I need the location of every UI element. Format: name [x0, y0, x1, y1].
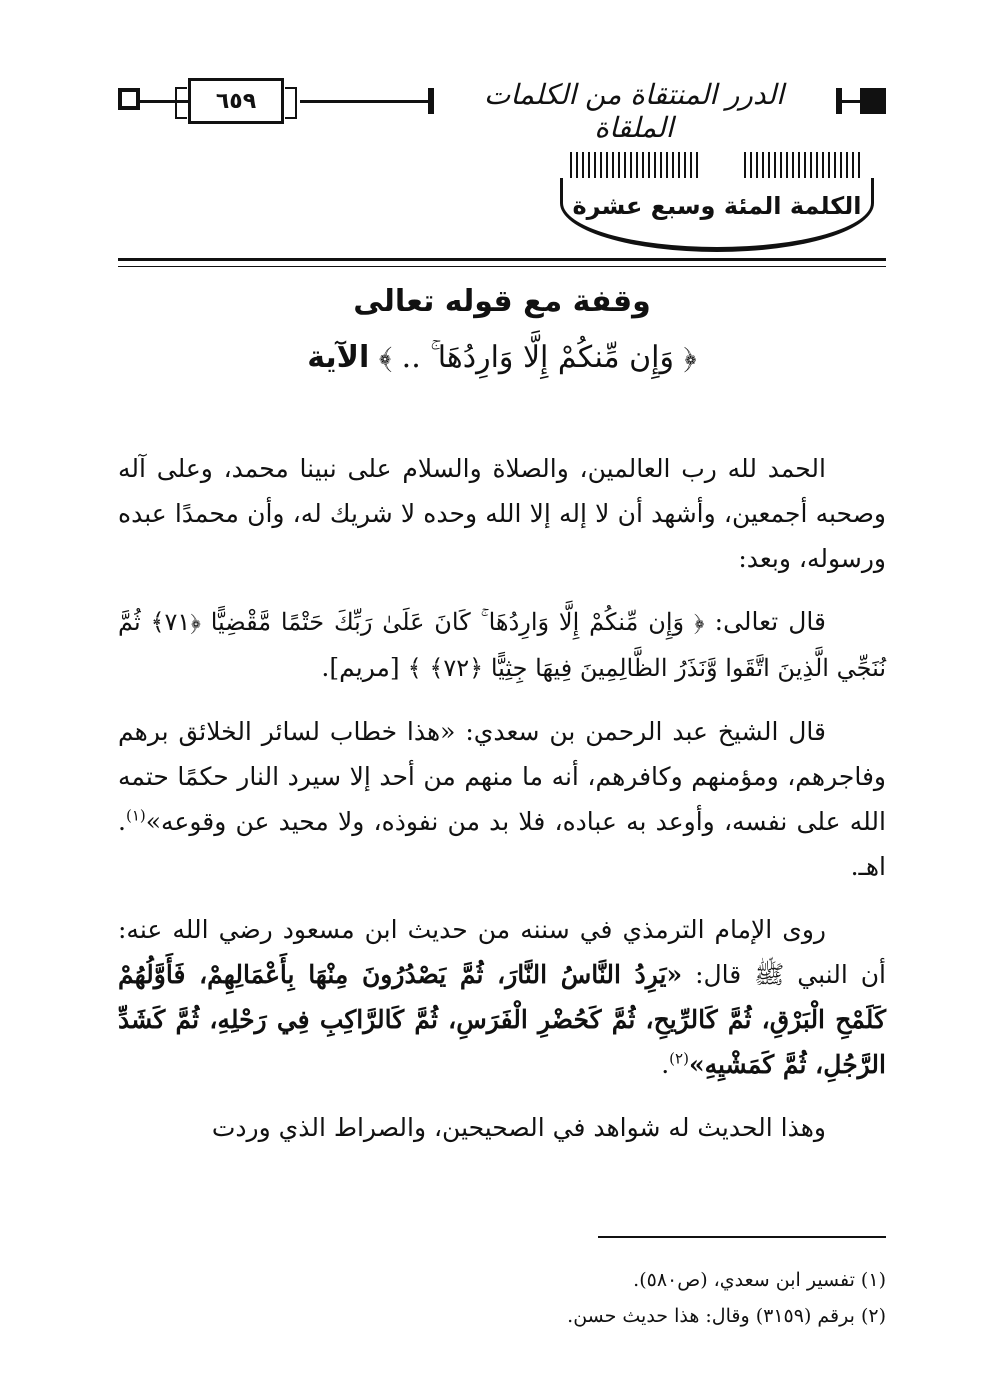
hadith-text: «يَرِدُ النَّاسُ النَّارَ، ثُمَّ يَصْدُرُونَ مِنْهَا بِأَعْمَالِهِمْ، فَأَوَّلُهُمْ كَلَمْحِ الْبَرْقِ، ثُمَّ كَالرِّيحِ، ثُمَّ كَحُضْرِ الْفَرَسِ، ثُمَّ كَالرَّاكِبِ فِي رَحْلِهِ، ثُمَّ كَشَدِّ الرَّجُلِ، ثُمَّ كَمَشْيِهِ» — [118, 960, 886, 1079]
header-ornament-right — [860, 88, 886, 114]
title-verse: ﴿ وَإِن مِّنكُمْ إِلَّا وَارِدُهَا ۚ .. ﴾ — [378, 340, 697, 375]
chapter-label: الكلمة المئة وسبع عشرة — [572, 192, 862, 220]
paragraph: وهذا الحديث له شواهد في الصحيحين، والصراط الذي وردت — [211, 1113, 826, 1142]
header-rule — [300, 100, 428, 103]
paragraph: قال الشيخ عبد الرحمن بن سعدي: «هذا خطاب لسائر الخلائق برهم وفاجرهم، ومؤمنهم وكافرهم، أنه ما منهم من أحد إلا سيرد النار حكمًا حتمه الله على نفسه، وأوعد به عباده، فلا بد من نفوذه، ولا محيد عن وقوعه»$^{(١)}$. اهـ. — [118, 717, 886, 881]
paragraph: قال تعالى: ﴿ وَإِن مِّنكُمْ إِلَّا وَارِدُهَا ۚ كَانَ عَلَىٰ رَبِّكَ حَتْمًا مَّقْضِيًّا ﴿٧١﴾ ثُمَّ نُنَجِّي الَّذِينَ اتَّقَوا وَّنَذَرُ الظَّالِمِينَ فِيهَا جِثِيًّا ﴿٧٢﴾ ﴾ [مريم]. — [118, 607, 886, 682]
section-rule — [118, 258, 886, 261]
paragraph: روى الإمام الترمذي في سننه من حديث ابن مسعود رضي الله عنه: أن النبي ﷺ قال: «يَرِدُ النَّاسُ النَّارَ، ثُمَّ يَصْدُرُونَ مِنْهَا بِأَعْمَالِهِمْ، فَأَوَّلُهُمْ كَلَمْحِ الْبَرْقِ، ثُمَّ كَالرِّيحِ، ثُمَّ كَحُضْرِ الْفَرَسِ، ثُمَّ كَالرَّاكِبِ فِي رَحْلِهِ، ثُمَّ كَشَدِّ الرَّجُلِ، ثُمَّ كَمَشْيِهِ»$^{(٢)}$. — [118, 915, 886, 1079]
book-title: الدرر المنتقاة من الكلمات الملقاة — [484, 78, 784, 144]
surah-reference: [مريم]. — [321, 653, 400, 682]
quran-verse: ﴿ وَإِن مِّنكُمْ إِلَّا وَارِدُهَا ۚ كَانَ عَلَىٰ رَبِّكَ حَتْمًا مَّقْضِيًّا ﴿٧١﴾ ثُمَّ نُنَجِّي الَّذِينَ اتَّقَوا وَّنَذَرُ الظَّالِمِينَ فِيهَا جِثِيًّا ﴿٧٢﴾ ﴾ — [118, 608, 886, 682]
section-rule — [118, 266, 886, 267]
title-suffix: الآية — [307, 340, 370, 375]
page-subtitle — [118, 340, 886, 375]
page-number: ٦٥٩ — [188, 78, 284, 124]
chapter-badge — [560, 148, 874, 258]
footnote-marker[interactable]: (٢) — [669, 1049, 689, 1068]
header-ornament-left — [118, 88, 140, 110]
header-rule — [842, 100, 860, 103]
footnote: (١) تفسير ابن سعدي، (ص٥٨٠). — [633, 1269, 886, 1291]
page-title: وقفة مع قوله تعالى — [353, 284, 651, 319]
footnote: (٢) برقم (٣١٥٩) وقال: هذا حديث حسن. — [567, 1305, 886, 1327]
footnote-rule — [598, 1236, 886, 1238]
header-divider — [428, 88, 434, 114]
footnotes — [118, 1262, 886, 1334]
paragraph: الحمد لله رب العالمين، والصلاة والسلام على نبينا محمد، وعلى آله وصحبه أجمعين، وأشهد أن لا إله إلا الله وحده لا شريك له، وأن محمدًا عبده ورسوله، وبعد: — [118, 454, 886, 573]
footnote-marker[interactable]: (١) — [125, 806, 146, 825]
body-text — [118, 446, 886, 1168]
